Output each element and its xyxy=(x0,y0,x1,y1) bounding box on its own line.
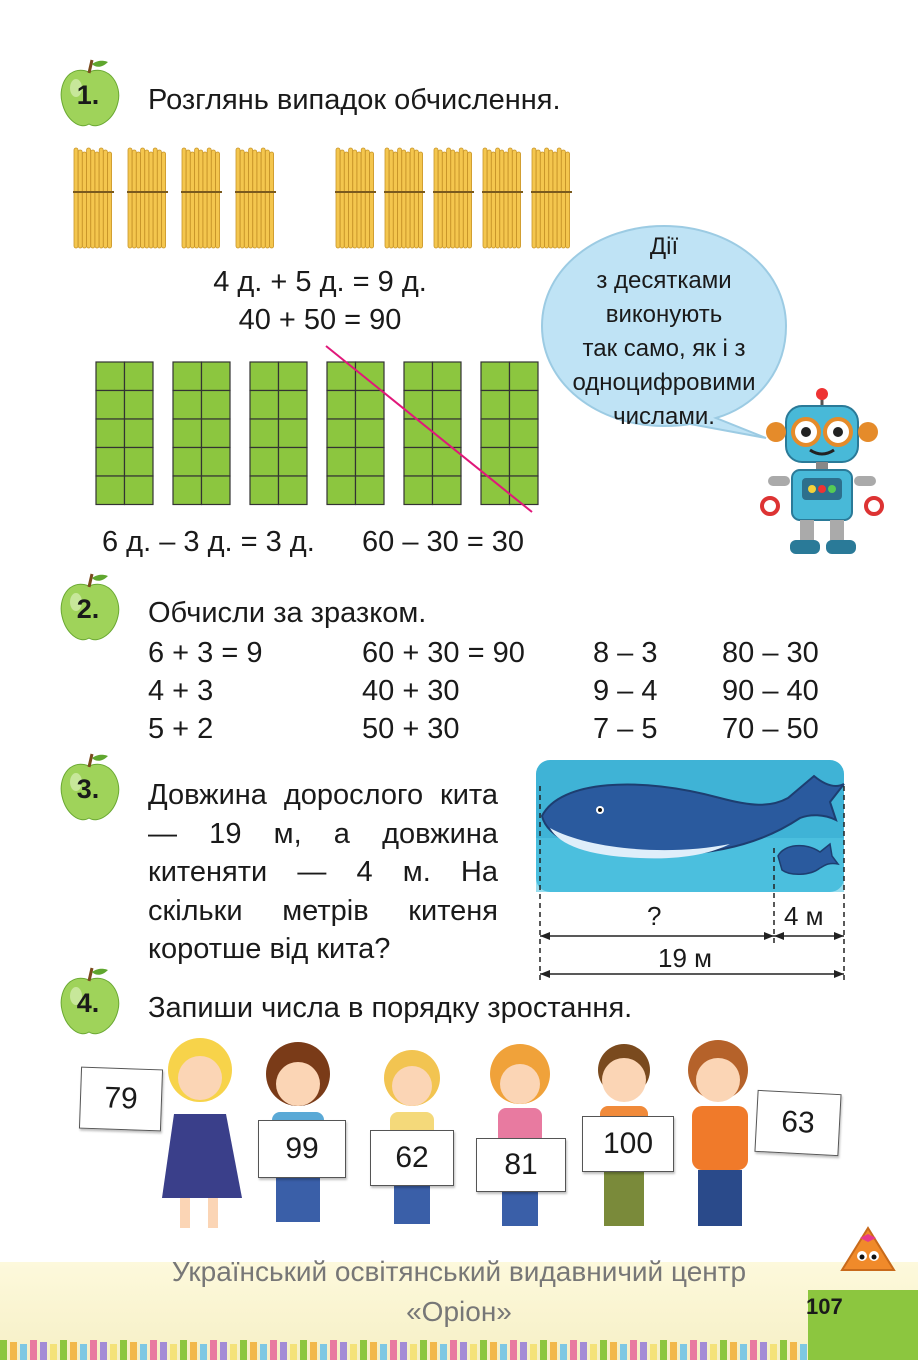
exercise-item: 40 + 30 xyxy=(362,675,460,707)
ten-block xyxy=(173,362,230,505)
task-number: 3. xyxy=(76,774,100,804)
label-small-whale-length: 4 м xyxy=(784,901,824,931)
exercise-item: 6 + 3 = 9 xyxy=(148,637,263,669)
task-3-problem-text: Довжина дорослого кита — 19 м, а довжина китеняти — 4 м. На скільки метрів китеня коротше від кита? xyxy=(148,779,498,965)
number-card: 100 xyxy=(582,1116,674,1172)
ten-block xyxy=(96,362,153,505)
task-4-title: Запиши числа в порядку зростання. xyxy=(148,992,633,1024)
bubble-line: одноцифровими xyxy=(572,369,756,396)
task-1-title: Розглянь випадок обчислення. xyxy=(148,84,561,116)
ten-block xyxy=(404,362,461,505)
number-card: 63 xyxy=(754,1090,841,1156)
triangle-mascot-icon xyxy=(840,1226,896,1276)
exercise-item: 5 + 2 xyxy=(148,713,214,745)
footer-stripes xyxy=(0,1338,918,1360)
equation-numbers-sum: 40 + 50 = 90 xyxy=(238,304,402,336)
exercise-item: 70 – 50 xyxy=(722,713,819,745)
exercise-item: 50 + 30 xyxy=(362,713,460,745)
speech-bubble-text xyxy=(540,230,788,434)
children-illustration xyxy=(150,1030,790,1242)
robot-illustration xyxy=(760,388,890,558)
stick-bundle xyxy=(482,148,523,248)
bubble-line: виконують xyxy=(605,301,723,328)
task-3-apple-badge xyxy=(58,752,120,822)
bubble-line: Дії xyxy=(649,233,679,260)
exercise-item: 8 – 3 xyxy=(593,637,658,669)
stick-bundle xyxy=(73,148,114,248)
task-2-apple-badge xyxy=(58,572,120,642)
exercise-item: 9 – 4 xyxy=(593,675,658,707)
number-card: 62 xyxy=(370,1130,454,1186)
exercise-item: 90 – 40 xyxy=(722,675,819,707)
task-2-title: Обчисли за зразком. xyxy=(148,597,427,629)
exercise-item: 4 + 3 xyxy=(148,675,214,707)
stick-bundle xyxy=(433,148,474,248)
page-number: 107 xyxy=(806,1294,843,1319)
exercise-item: 60 + 30 = 90 xyxy=(362,637,525,669)
number-card: 79 xyxy=(79,1067,163,1132)
number-card: 81 xyxy=(476,1138,566,1192)
stick-bundle xyxy=(384,148,425,248)
equation-tens-difference: 6 д. – 3 д. = 3 д. xyxy=(102,526,315,558)
stick-bundle xyxy=(235,148,276,248)
ten-block xyxy=(250,362,307,505)
bubble-line: так само, як і з xyxy=(582,335,746,362)
label-total-length: 19 м xyxy=(658,943,713,973)
task-number: 1. xyxy=(76,80,100,110)
stick-bundle xyxy=(335,148,376,248)
bubble-line: з десятками xyxy=(596,267,732,294)
task-4-apple-badge xyxy=(58,966,120,1036)
page-number-tab xyxy=(808,1290,918,1360)
exercise-column-2 xyxy=(362,634,525,748)
task-1-apple-badge xyxy=(58,58,120,128)
stick-bundles-illustration xyxy=(70,140,580,255)
ten-blocks-illustration xyxy=(92,340,552,520)
exercise-item: 7 – 5 xyxy=(593,713,658,745)
ten-block xyxy=(327,362,384,505)
ten-block xyxy=(481,362,538,505)
publisher-brand: «Оріон» xyxy=(406,1296,512,1327)
exercise-column-4 xyxy=(722,634,819,748)
exercise-column-1 xyxy=(148,634,263,748)
stick-bundle xyxy=(127,148,168,248)
publisher-name: Український освітянський видавничий центр xyxy=(171,1256,747,1287)
equation-numbers-difference: 60 – 30 = 30 xyxy=(362,526,525,558)
task-number: 2. xyxy=(76,594,100,624)
stick-bundle xyxy=(181,148,222,248)
number-card: 99 xyxy=(258,1120,346,1178)
exercise-item: 80 – 30 xyxy=(722,637,819,669)
equation-tens-sum: 4 д. + 5 д. = 9 д. xyxy=(213,266,427,298)
task-number: 4. xyxy=(76,988,100,1018)
exercise-column-3 xyxy=(593,634,658,748)
bubble-line: числами. xyxy=(613,403,715,430)
label-unknown-length: ? xyxy=(647,901,662,931)
